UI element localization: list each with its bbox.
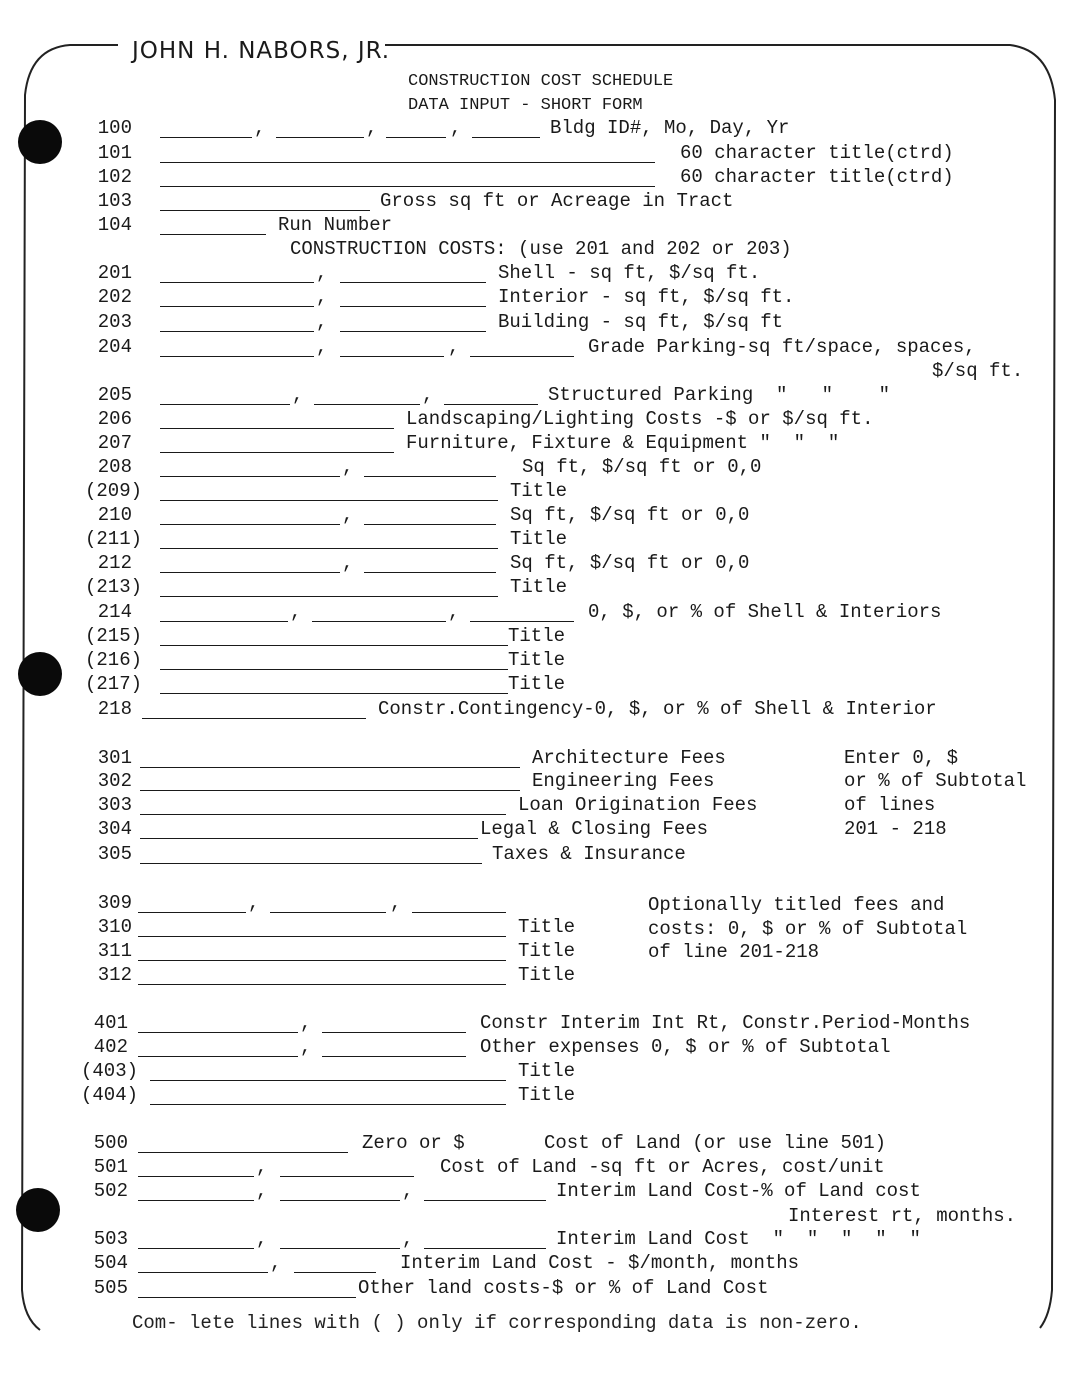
field-other-expenses-a[interactable] xyxy=(138,1056,298,1057)
line-number: 304 xyxy=(97,818,132,840)
field-land-months[interactable] xyxy=(294,1272,376,1273)
line-number: (209) xyxy=(84,480,142,502)
field-contingency[interactable] xyxy=(142,718,366,719)
field-interior-sqft[interactable] xyxy=(160,306,314,307)
field-day[interactable] xyxy=(386,137,446,138)
line-label: Title xyxy=(510,480,568,502)
field-215-title[interactable] xyxy=(160,645,508,646)
separator: , xyxy=(402,1180,414,1202)
line-label: Title xyxy=(508,649,566,671)
line-label: Interim Land Cost " " " " " xyxy=(556,1228,921,1250)
line-label-continued: Cost of Land (or use line 501) xyxy=(544,1132,887,1154)
line-number: (215) xyxy=(84,625,142,647)
line-number: 214 xyxy=(97,601,132,623)
line-number: 303 xyxy=(97,794,132,816)
line-number: (216) xyxy=(84,649,142,671)
line-label: Title xyxy=(508,673,566,695)
separator: , xyxy=(342,456,354,478)
field-run-number[interactable] xyxy=(160,234,266,235)
field-403-title[interactable] xyxy=(150,1080,506,1081)
line-label: Other expenses 0, $ or % of Subtotal xyxy=(480,1036,891,1058)
note-line: 201 - 218 xyxy=(844,818,947,840)
line-number: 311 xyxy=(97,940,132,962)
line-number: 210 xyxy=(97,504,132,526)
separator: , xyxy=(342,552,354,574)
field-building-rate[interactable] xyxy=(340,331,486,332)
author-name: JOHN H. NABORS, JR. xyxy=(132,38,391,64)
field-interim-int-rate[interactable] xyxy=(138,1032,298,1033)
line-label: Structured Parking " " " xyxy=(548,384,891,406)
field-214-c[interactable] xyxy=(470,621,574,622)
line-label: Landscaping/Lighting Costs -$ or $/sq ft. xyxy=(406,408,874,430)
separator: , xyxy=(366,117,378,139)
line-label: Zero or $ xyxy=(362,1132,465,1154)
line-number: 401 xyxy=(93,1012,128,1034)
field-404-title[interactable] xyxy=(150,1104,506,1105)
separator: , xyxy=(316,286,328,308)
field-309-a[interactable] xyxy=(138,912,246,913)
separator: , xyxy=(390,892,402,914)
line-number: 312 xyxy=(97,964,132,986)
line-label-continued: $/sq ft. xyxy=(932,360,1024,382)
field-year[interactable] xyxy=(472,137,540,138)
field-legal-closing-fees[interactable] xyxy=(140,838,478,839)
line-label: Interim Land Cost - $/month, months xyxy=(400,1252,800,1274)
field-311-title[interactable] xyxy=(138,960,506,961)
field-214-a[interactable] xyxy=(160,621,288,622)
separator: , xyxy=(422,384,434,406)
section-heading: CONSTRUCTION COSTS: (use 201 and 202 or 203) xyxy=(290,238,792,260)
line-number: 102 xyxy=(97,166,132,188)
field-209-title[interactable] xyxy=(160,500,498,501)
line-label: Title xyxy=(518,916,576,938)
note-line: of lines xyxy=(844,794,936,816)
form-title: CONSTRUCTION COST SCHEDULE xyxy=(408,72,674,91)
line-number: 203 xyxy=(97,311,132,333)
line-number: 208 xyxy=(97,456,132,478)
line-number: 103 xyxy=(97,190,132,212)
field-503-c[interactable] xyxy=(424,1248,546,1249)
field-310-title[interactable] xyxy=(138,936,506,937)
field-constr-period[interactable] xyxy=(322,1032,466,1033)
note-line: costs: 0, $ or % of Subtotal xyxy=(648,918,968,940)
field-210-sqft[interactable] xyxy=(160,524,340,525)
line-number: 207 xyxy=(97,432,132,454)
line-label: Title xyxy=(518,940,576,962)
line-label: 60 character title(ctrd) xyxy=(680,142,954,164)
line-label: Title xyxy=(518,1084,576,1106)
line-label: Cost of Land -sq ft or Acres, cost/unit xyxy=(440,1156,885,1178)
line-label: Sq ft, $/sq ft or 0,0 xyxy=(510,504,750,526)
field-structured-parking-sqft[interactable] xyxy=(160,404,290,405)
line-number: 101 xyxy=(97,142,132,164)
field-loan-origination-fees[interactable] xyxy=(140,814,506,815)
separator: , xyxy=(450,117,462,139)
field-208-rate[interactable] xyxy=(364,476,496,477)
line-number: 205 xyxy=(97,384,132,406)
field-architecture-fees[interactable] xyxy=(140,767,520,768)
field-211-title[interactable] xyxy=(160,548,498,549)
separator: , xyxy=(292,384,304,406)
field-gross-sqft[interactable] xyxy=(160,210,370,211)
line-label: Interior - sq ft, $/sq ft. xyxy=(498,286,795,308)
separator: , xyxy=(270,1252,282,1274)
separator: , xyxy=(448,601,460,623)
form-subtitle: DATA INPUT - SHORT FORM xyxy=(408,96,643,115)
line-number: 503 xyxy=(93,1228,128,1250)
line-label: Title xyxy=(518,964,576,986)
line-number: 301 xyxy=(97,747,132,769)
separator: , xyxy=(300,1012,312,1034)
field-interim-land-months[interactable] xyxy=(424,1200,546,1201)
line-number: (403) xyxy=(80,1060,138,1082)
line-number: 302 xyxy=(97,770,132,792)
field-month[interactable] xyxy=(276,137,364,138)
field-214-b[interactable] xyxy=(312,621,446,622)
line-number: 202 xyxy=(97,286,132,308)
separator: , xyxy=(300,1036,312,1058)
line-number: 100 xyxy=(97,117,132,139)
field-ffe[interactable] xyxy=(160,452,394,453)
field-grade-parking-sqft[interactable] xyxy=(160,356,314,357)
field-title-1[interactable] xyxy=(160,162,655,163)
field-building-sqft[interactable] xyxy=(160,331,314,332)
line-label: Loan Origination Fees xyxy=(518,794,758,816)
line-number: (217) xyxy=(84,673,142,695)
line-number: 305 xyxy=(97,843,132,865)
line-label: Furniture, Fixture & Equipment " " " xyxy=(406,432,840,454)
line-number: 212 xyxy=(97,552,132,574)
line-number: 201 xyxy=(97,262,132,284)
line-label: Title xyxy=(508,625,566,647)
field-shell-rate[interactable] xyxy=(340,282,486,283)
line-label-continued: Interest rt, months. xyxy=(788,1205,1017,1227)
separator: , xyxy=(256,1228,268,1250)
line-label: Sq ft, $/sq ft or 0,0 xyxy=(510,552,750,574)
line-number: 310 xyxy=(97,916,132,938)
separator: , xyxy=(248,892,260,914)
line-label: 60 character title(ctrd) xyxy=(680,166,954,188)
separator: , xyxy=(448,336,460,358)
line-number: 500 xyxy=(93,1132,128,1154)
line-label: Constr.Contingency-0, $, or % of Shell & Interior xyxy=(378,698,937,720)
note-line: of line 201-218 xyxy=(648,941,820,963)
line-number: 309 xyxy=(97,892,132,914)
field-216-title[interactable] xyxy=(160,669,508,670)
field-other-land-costs[interactable] xyxy=(138,1297,356,1298)
line-label: Sq ft, $/sq ft or 0,0 xyxy=(522,456,762,478)
field-interim-land-pct[interactable] xyxy=(138,1200,254,1201)
line-label: Engineering Fees xyxy=(532,770,715,792)
field-503-b[interactable] xyxy=(280,1248,400,1249)
field-engineering-fees[interactable] xyxy=(140,790,520,791)
line-label: Building - sq ft, $/sq ft xyxy=(498,311,784,333)
line-number: 505 xyxy=(93,1277,128,1299)
field-210-rate[interactable] xyxy=(364,524,496,525)
line-number: (213) xyxy=(84,576,142,598)
line-label: Shell - sq ft, $/sq ft. xyxy=(498,262,761,284)
field-503-a[interactable] xyxy=(138,1248,254,1249)
line-number: (404) xyxy=(80,1084,138,1106)
field-interim-land-rate[interactable] xyxy=(280,1200,400,1201)
note-line: or % of Subtotal xyxy=(844,770,1027,792)
field-structured-parking-rate[interactable] xyxy=(444,404,538,405)
note-line: Enter 0, $ xyxy=(844,747,959,769)
line-label: Gross sq ft or Acreage in Tract xyxy=(380,190,734,212)
footer-note: Com- lete lines with ( ) only if corresponding data is non-zero. xyxy=(132,1312,862,1334)
line-number: 104 xyxy=(97,214,132,236)
line-number: 504 xyxy=(93,1252,128,1274)
line-label: Title xyxy=(518,1060,576,1082)
separator: , xyxy=(256,1180,268,1202)
field-312-title[interactable] xyxy=(138,984,506,985)
line-label: Bldg ID#, Mo, Day, Yr xyxy=(550,117,790,139)
separator: , xyxy=(316,336,328,358)
punch-hole-middle xyxy=(18,652,62,696)
field-other-expenses-b[interactable] xyxy=(322,1056,466,1057)
field-309-b[interactable] xyxy=(270,912,386,913)
field-land-units[interactable] xyxy=(138,1176,254,1177)
line-label: Legal & Closing Fees xyxy=(480,818,709,840)
line-number: 501 xyxy=(93,1156,128,1178)
line-label: Run Number xyxy=(278,214,393,236)
line-label: Title xyxy=(510,528,568,550)
field-structured-parking-spaces[interactable] xyxy=(314,404,420,405)
line-number: 204 xyxy=(97,336,132,358)
separator: , xyxy=(316,262,328,284)
field-title-2[interactable] xyxy=(160,186,655,187)
line-label: 0, $, or % of Shell & Interiors xyxy=(588,601,942,623)
field-212-sqft[interactable] xyxy=(160,572,340,573)
separator: , xyxy=(316,311,328,333)
field-grade-parking-spaces[interactable] xyxy=(340,356,444,357)
field-bldg-id[interactable] xyxy=(160,137,252,138)
note-line: Optionally titled fees and xyxy=(648,894,945,916)
separator: , xyxy=(342,504,354,526)
field-taxes-insurance[interactable] xyxy=(140,863,482,864)
field-landscaping[interactable] xyxy=(160,428,394,429)
separator: , xyxy=(256,1156,268,1178)
field-grade-parking-rate[interactable] xyxy=(470,356,574,357)
line-label: Constr Interim Int Rt, Constr.Period-Months xyxy=(480,1012,971,1034)
line-number: 502 xyxy=(93,1180,128,1202)
field-213-title[interactable] xyxy=(160,596,498,597)
separator: , xyxy=(290,601,302,623)
field-cost-of-land[interactable] xyxy=(138,1152,348,1153)
field-shell-sqft[interactable] xyxy=(160,282,314,283)
separator: , xyxy=(254,117,266,139)
field-208-sqft[interactable] xyxy=(160,476,340,477)
field-land-cost-per-unit[interactable] xyxy=(280,1176,414,1177)
line-label: Taxes & Insurance xyxy=(492,843,686,865)
field-land-monthly-cost[interactable] xyxy=(138,1272,268,1273)
line-number: 218 xyxy=(97,698,132,720)
line-number: 402 xyxy=(93,1036,128,1058)
field-212-rate[interactable] xyxy=(364,572,496,573)
line-label: Other land costs-$ or % of Land Cost xyxy=(358,1277,769,1299)
line-label: Grade Parking-sq ft/space, spaces, xyxy=(588,336,976,358)
line-label: Interim Land Cost-% of Land cost xyxy=(556,1180,921,1202)
field-309-c[interactable] xyxy=(412,912,506,913)
line-label: Title xyxy=(510,576,568,598)
field-interior-rate[interactable] xyxy=(340,306,486,307)
line-number: 206 xyxy=(97,408,132,430)
line-label: Architecture Fees xyxy=(532,747,726,769)
line-number: (211) xyxy=(84,528,142,550)
field-217-title[interactable] xyxy=(160,693,508,694)
separator: , xyxy=(402,1228,414,1250)
